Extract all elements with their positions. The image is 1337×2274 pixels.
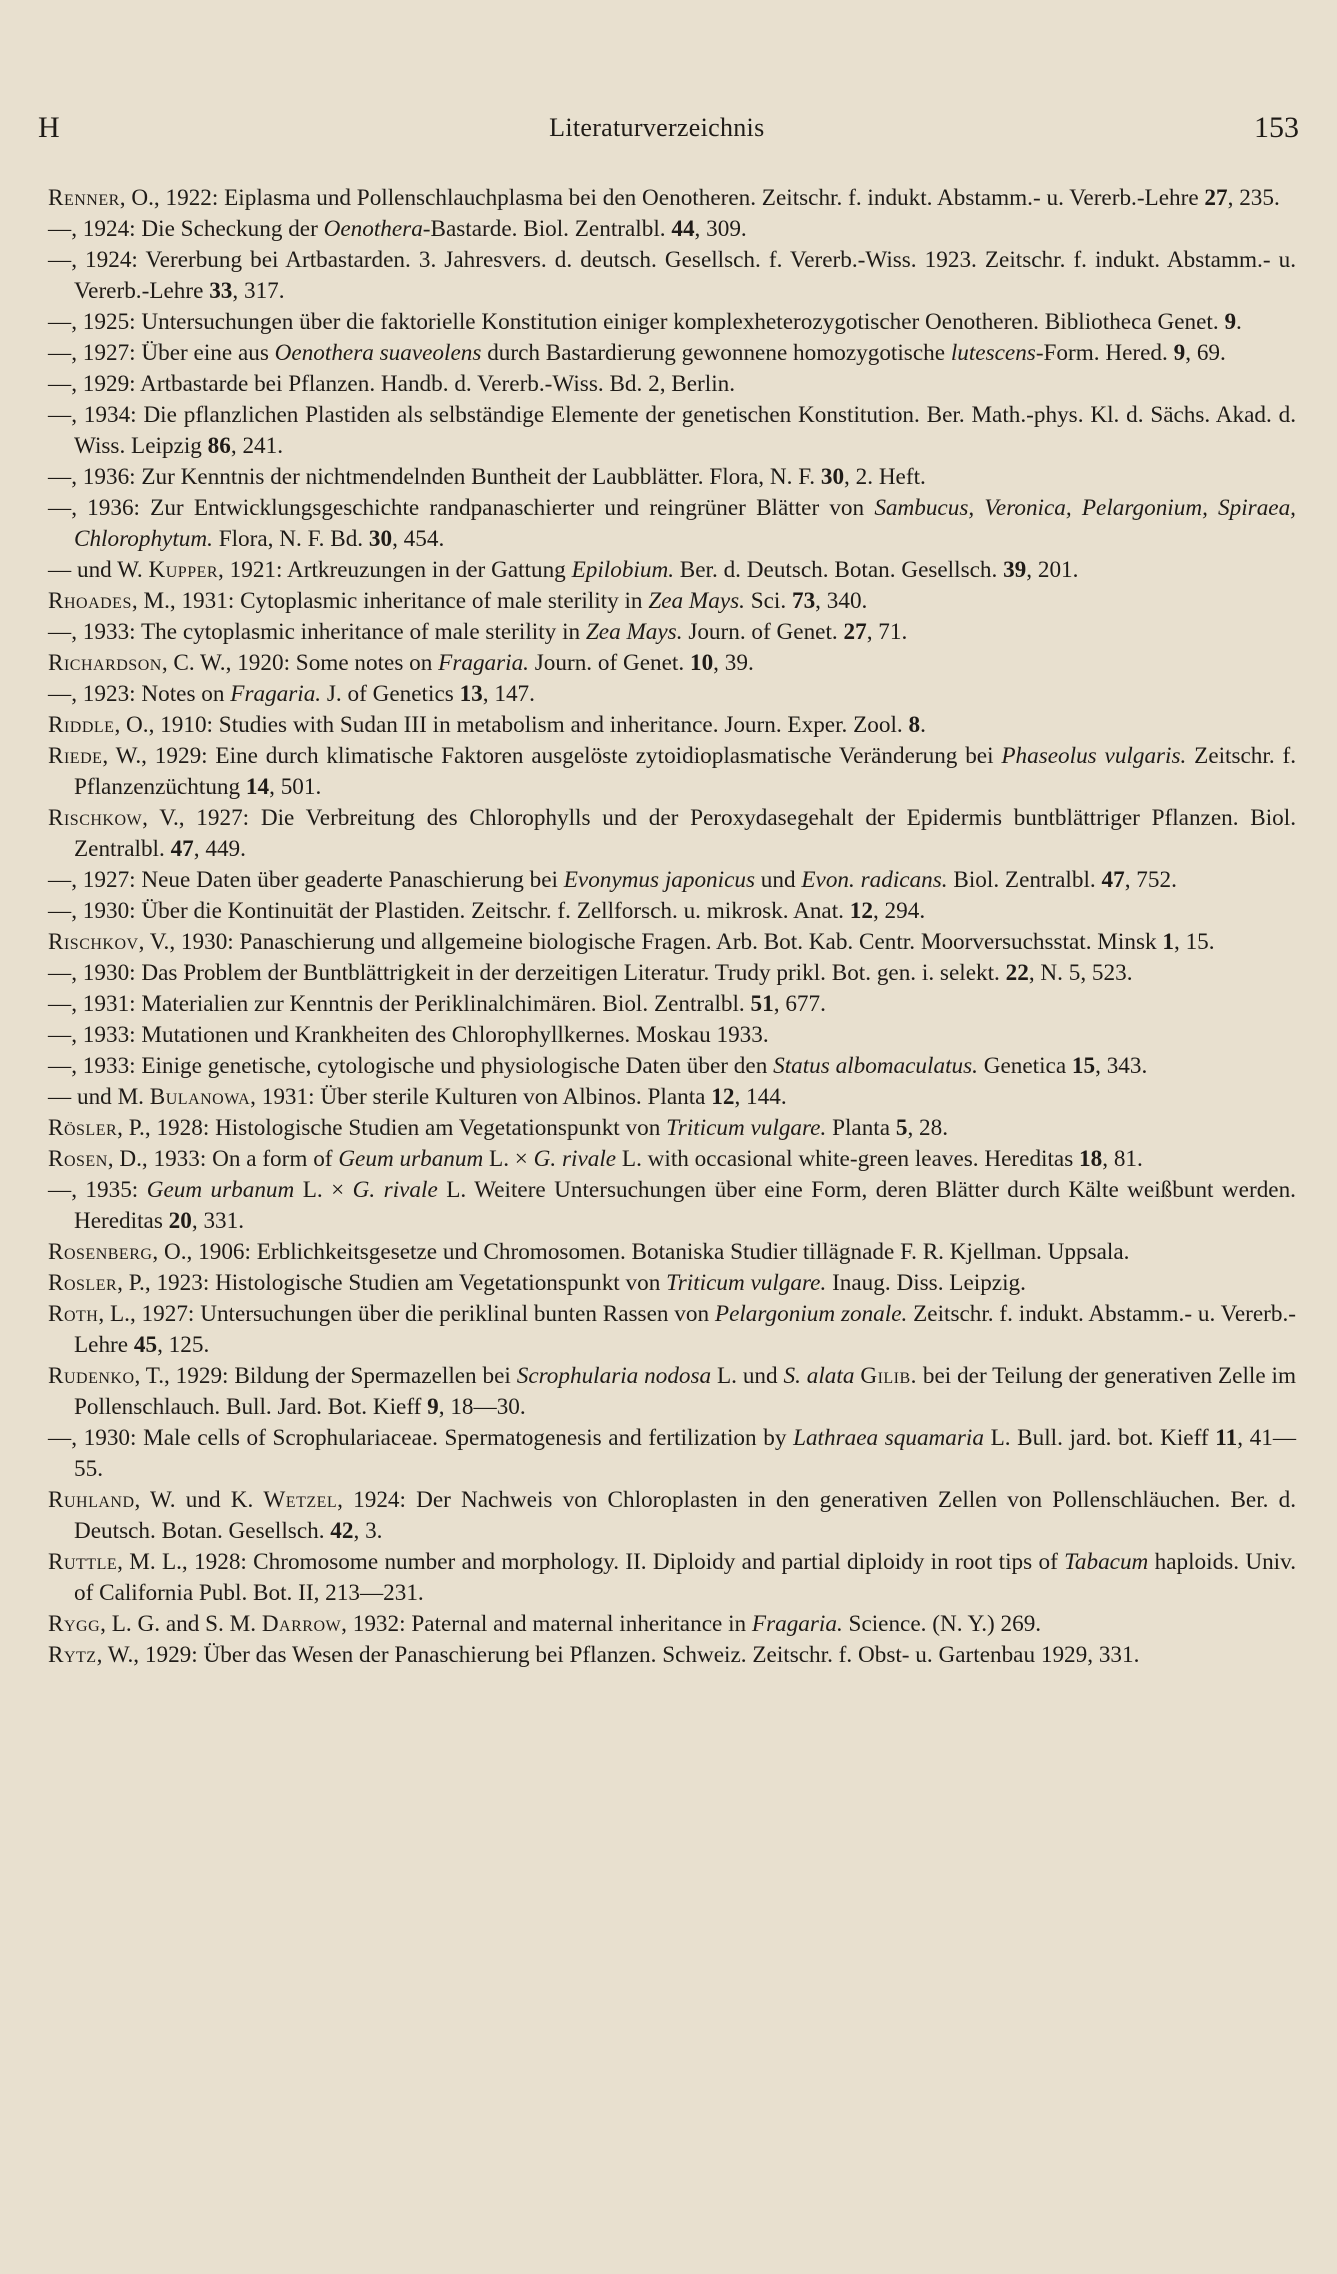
taxon-name: Status albomaculatus. <box>773 1053 978 1079</box>
author-name: Roth <box>48 1301 99 1327</box>
reference-entry <box>48 1609 1296 1640</box>
volume-number: 45 <box>133 1332 158 1358</box>
reference-text: durch Bastardierung gewonnene homozygotische <box>481 340 951 366</box>
reference-text: L. × <box>483 1146 534 1172</box>
taxon-name: Sambucus, Veronica, Pelargonium, Spiraea, Chlorophytum. <box>74 495 1296 552</box>
volume-number: 47 <box>170 836 194 862</box>
taxon-name: Fragaria. <box>751 1611 843 1637</box>
reference-text: Sci. <box>744 588 792 614</box>
reference-text: , 294. <box>872 898 926 924</box>
author-name: Rosler <box>48 1270 118 1296</box>
reference-text: , 39. <box>713 650 754 676</box>
reference-text: Ber. d. Deutsch. Botan. Gesellsch. <box>674 557 1004 583</box>
taxon-name: Pelargonium zonale. <box>714 1301 908 1327</box>
volume-number: 12 <box>711 1084 735 1110</box>
reference-entry <box>48 865 1296 896</box>
taxon-name: Zea Mays. <box>585 619 683 645</box>
author-name: Rischkov <box>48 929 139 955</box>
reference-text: Flora, N. F. Bd. <box>212 526 369 552</box>
reference-text: , V., 1930: Panaschierung und allgemeine biologische Fragen. Arb. Bot. Kab. Centr. Moorversuchsstat. Minsk <box>138 929 1163 955</box>
reference-text: Journ. of Genet. <box>528 650 690 676</box>
reference-text: , 2. Heft. <box>844 464 926 490</box>
author-name: Darrow <box>261 1611 342 1637</box>
reference-entry <box>48 307 1296 338</box>
reference-text: —, 1927: Neue Daten über geaderte Panaschierung bei <box>48 867 564 893</box>
reference-text: , 1921: Artkreuzungen in der Gattung <box>218 557 572 583</box>
reference-text: —, 1933: The cytoplasmic inheritance of male sterility in <box>48 619 586 645</box>
volume-number: 9 <box>1173 340 1186 366</box>
reference-text: , 147. <box>482 681 535 707</box>
reference-text: , 340. <box>815 588 868 614</box>
taxon-name: Triticum vulgare. <box>666 1115 827 1141</box>
volume-number: 20 <box>168 1208 192 1234</box>
reference-entry <box>48 648 1296 679</box>
author-name: Rygg <box>48 1611 101 1637</box>
volume-number: 15 <box>1071 1053 1096 1079</box>
reference-list <box>48 183 1296 1671</box>
reference-text: —, 1930: Über die Kontinuität der Plastiden. Zeitschr. f. Zellforsch. u. mikrosk. Anat. <box>48 898 850 924</box>
reference-text: , 15. <box>1173 929 1215 955</box>
reference-text: -Form. Hered. <box>1035 340 1174 366</box>
reference-text: , 41—55. <box>74 1425 1296 1482</box>
reference-text: , D., 1933: On a form of <box>107 1146 339 1172</box>
reference-text: —, 1934: Die pflanzlichen Plastiden als selbständige Elemente der genetischen Konstitution. Ber. Math.-phys. Kl. d. Sächs. Akad. d. Wiss. Leipzig <box>48 402 1296 459</box>
taxon-name: Epilobium. <box>571 557 674 583</box>
reference-entry <box>48 1082 1296 1113</box>
reference-text: , L., 1927: Untersuchungen über die periklinal bunten Rassen von <box>98 1301 715 1327</box>
reference-text: , 317. <box>232 278 285 304</box>
volume-number: 44 <box>671 216 695 242</box>
reference-entry <box>48 462 1296 493</box>
author-name: Rösler <box>48 1115 118 1141</box>
taxon-name: Fragaria. <box>438 650 529 676</box>
volume-number: 9 <box>427 1394 439 1420</box>
taxon-name: Geum urbanum <box>146 1177 295 1203</box>
reference-text: Genetica <box>977 1053 1072 1079</box>
volume-number: 1 <box>1162 929 1174 955</box>
reference-text: , 235. <box>1227 185 1280 211</box>
reference-text: J. of Genetics <box>321 681 460 707</box>
author-name: Rischkow <box>48 805 143 831</box>
taxon-name: Triticum vulgare. <box>666 1270 827 1296</box>
reference-text: , 144. <box>734 1084 787 1110</box>
reference-entry <box>48 989 1296 1020</box>
volume-number: 30 <box>820 464 845 490</box>
taxon-name: Fragaria. <box>230 681 322 707</box>
taxon-name: Geum urbanum <box>338 1146 484 1172</box>
reference-text: . <box>920 712 926 738</box>
reference-text: —, 1930: Das Problem der Buntblättrigkeit in der derzeitigen Literatur. Trudy prikl. Bot. gen. i. selekt. <box>48 960 1006 986</box>
reference-text: , N. 5, 523. <box>1028 960 1133 986</box>
reference-text: L. × <box>294 1177 353 1203</box>
volume-number: 22 <box>1005 960 1029 986</box>
volume-number: 18 <box>1079 1146 1103 1172</box>
reference-text: , W. und K. <box>134 1487 264 1513</box>
reference-text: , 3. <box>353 1518 383 1544</box>
reference-text: , 677. <box>773 991 826 1017</box>
reference-text: Zeitschr. f. Pflanzenzüchtung <box>74 743 1296 800</box>
reference-entry <box>48 493 1296 555</box>
reference-text: , O., 1906: Erblichkeitsgesetze und Chromosomen. Botaniska Studier tillägnade F. R. Kjellman. Uppsala. <box>152 1239 1130 1265</box>
reference-text: —, 1927: Über eine aus <box>48 340 275 366</box>
reference-text: , 18—30. <box>438 1394 526 1420</box>
volume-number: 14 <box>245 774 270 800</box>
reference-entry <box>48 1423 1296 1485</box>
reference-text: , 1924: Der Nachweis von Chloroplasten in den generativen Zellen von Pollenschläuchen. Ber. d. Deutsch. Botan. Gesellsch. <box>74 1487 1296 1544</box>
reference-text: und <box>755 867 802 893</box>
running-title: Literaturverzeichnis <box>549 113 765 142</box>
volume-number: 30 <box>368 526 393 552</box>
reference-text: Journ. of Genet. <box>682 619 844 645</box>
reference-text: —, 1935: <box>48 1177 147 1203</box>
reference-text: L. Bull. jard. bot. Kieff <box>983 1425 1216 1451</box>
reference-entry <box>48 369 1296 400</box>
taxon-name: Phaseolus vulgaris. <box>1001 743 1187 769</box>
reference-entry <box>48 803 1296 865</box>
author-name: Wetzel <box>263 1487 338 1513</box>
reference-entry <box>48 1113 1296 1144</box>
reference-entry <box>48 1144 1296 1175</box>
reference-entry <box>48 710 1296 741</box>
reference-text: -Bastarde. Biol. Zentralbl. <box>422 216 672 242</box>
volume-number: 27 <box>1204 185 1228 211</box>
reference-text: —, 1936: Zur Kenntnis der nichtmendelnden Buntheit der Laubblätter. Flora, N. F. <box>48 464 821 490</box>
taxon-name: Evonymus japonicus <box>563 867 755 893</box>
reference-entry <box>48 1640 1296 1671</box>
taxon-name: Scrophularia nodosa <box>516 1363 712 1389</box>
volume-number: 86 <box>207 433 231 459</box>
reference-text: — und M. <box>48 1084 150 1110</box>
reference-entry <box>48 214 1296 245</box>
reference-text: , P., 1923: Histologische Studien am Vegetationspunkt von <box>117 1270 667 1296</box>
reference-text: , 241. <box>230 433 284 459</box>
reference-text: , 81. <box>1102 1146 1143 1172</box>
reference-text: —, 1933: Mutationen und Krankheiten des Chlorophyllkernes. Moskau 1933. <box>48 1022 769 1048</box>
reference-text: L. und <box>711 1363 784 1389</box>
taxon-name: Lathraea squamaria <box>793 1425 984 1451</box>
author-name: Gilib. <box>860 1363 917 1389</box>
reference-text: haploids. Univ. of California Publ. Bot. II, 213—231. <box>74 1549 1296 1606</box>
author-name: Rhoades <box>48 588 132 614</box>
reference-text: , 343. <box>1095 1053 1148 1079</box>
reference-text: , 449. <box>193 836 246 862</box>
reference-text: — und W. <box>48 557 149 583</box>
taxon-name: Tabacum <box>1064 1549 1149 1575</box>
reference-text: L. Weitere Untersuchungen über eine Form, deren Blätter durch Kälte weißbunt werden. Hereditas <box>74 1177 1296 1234</box>
reference-text: Inaug. Diss. Leipzig. <box>826 1270 1026 1296</box>
reference-text: , 69. <box>1185 340 1226 366</box>
author-name: Rosen <box>48 1146 108 1172</box>
taxon-name: Zea Mays. <box>648 588 745 614</box>
volume-number: 39 <box>1003 557 1027 583</box>
reference-text: , 1932: Paternal and maternal inheritance in <box>341 1611 752 1637</box>
taxon-name: G. rivale <box>352 1177 438 1203</box>
reference-text: . <box>1236 309 1242 335</box>
volume-number: 33 <box>209 278 233 304</box>
volume-number: 27 <box>843 619 867 645</box>
reference-entry <box>48 679 1296 710</box>
taxon-name: G. rivale <box>533 1146 617 1172</box>
reference-text: , 309. <box>694 216 747 242</box>
author-name: Ruhland <box>48 1487 135 1513</box>
reference-text: , C. W., 1920: Some notes on <box>161 650 439 676</box>
volume-number: 5 <box>895 1115 908 1141</box>
reference-text: , 125. <box>157 1332 210 1358</box>
reference-text: , M., 1931: Cytoplasmic inheritance of male sterility in <box>131 588 649 614</box>
reference-text: , O., 1910: Studies with Sudan III in metabolism and inheritance. Journ. Exper. Zool. <box>114 712 909 738</box>
volume-number: 9 <box>1224 309 1237 335</box>
reference-entry <box>48 927 1296 958</box>
author-name: Riede <box>48 743 103 769</box>
reference-text: , L. G. and S. M. <box>100 1611 262 1637</box>
reference-entry <box>48 896 1296 927</box>
reference-text: —, 1923: Notes on <box>48 681 231 707</box>
reference-entry <box>48 245 1296 307</box>
reference-text: , 501. <box>269 774 322 800</box>
author-name: Bulanowa <box>149 1084 251 1110</box>
volume-number: 11 <box>1215 1425 1238 1451</box>
reference-entry <box>48 183 1296 214</box>
reference-text: Biol. Zentralbl. <box>947 867 1102 893</box>
reference-text: —, 1924: Vererbung bei Artbastarden. 3. Jahresvers. d. deutsch. Gesellsch. f. Vererb.-Wiss. 1923. Zeitschr. f. indukt. Abstamm.- u. Vererb.-Lehre <box>48 247 1296 304</box>
volume-number: 13 <box>459 681 483 707</box>
reference-entry <box>48 1299 1296 1361</box>
reference-entry <box>48 617 1296 648</box>
reference-text: , 71. <box>866 619 908 645</box>
author-name: Richardson <box>48 650 162 676</box>
author-name: Ruttle <box>48 1549 118 1575</box>
reference-text: , P., 1928: Histologische Studien am Vegetationspunkt von <box>117 1115 667 1141</box>
reference-text: , M. L., 1928: Chromosome number and morphology. II. Diploidy and partial diploidy in root tips of <box>117 1549 1065 1575</box>
taxon-name: Evon. radicans. <box>801 867 948 893</box>
author-name: Rosenberg <box>48 1239 153 1265</box>
reference-text: , W., 1929: Eine durch klimatische Faktoren ausgelöste zytoidioplasmatische Veränderung bei <box>102 743 1002 769</box>
volume-number: 12 <box>849 898 873 924</box>
volume-number: 51 <box>750 991 774 1017</box>
reference-entry <box>48 400 1296 462</box>
author-name: Riddle <box>48 712 115 738</box>
reference-text: L. with occasional white-green leaves. Hereditas <box>616 1146 1080 1172</box>
taxon-name: S. alata <box>783 1363 855 1389</box>
reference-text: —, 1924: Die Scheckung der <box>48 216 324 242</box>
reference-text: —, 1936: Zur Entwicklungsgeschichte randpanaschierter und reingrüner Blätter von <box>48 495 875 521</box>
taxon-name: Oenothera <box>323 216 423 242</box>
reference-text: —, 1933: Einige genetische, cytologische und physiologische Daten über den <box>48 1053 774 1079</box>
reference-entry <box>48 741 1296 803</box>
reference-text: , 752. <box>1124 867 1177 893</box>
reference-entry <box>48 1268 1296 1299</box>
author-name: Renner <box>48 185 120 211</box>
reference-entry <box>48 1361 1296 1423</box>
section-letter: H <box>38 111 60 144</box>
reference-entry <box>48 586 1296 617</box>
reference-entry <box>48 1485 1296 1547</box>
volume-number: 47 <box>1101 867 1125 893</box>
reference-entry <box>48 555 1296 586</box>
reference-text: Science. (N. Y.) 269. <box>842 1611 1042 1637</box>
reference-text: , 454. <box>392 526 445 552</box>
taxon-name: Oenothera suaveolens <box>274 340 482 366</box>
reference-text: —, 1925: Untersuchungen über die faktorielle Konstitution einiger komplexheterozygotischer Oenotheren. Bibliotheca Genet. <box>48 309 1225 335</box>
reference-text: , 201. <box>1026 557 1079 583</box>
reference-entry <box>48 1051 1296 1082</box>
reference-entry <box>48 1175 1296 1237</box>
reference-text: , T., 1929: Bildung der Spermazellen bei <box>134 1363 517 1389</box>
reference-entry <box>48 958 1296 989</box>
reference-text: Zeitschr. f. indukt. Abstamm.- u. Vererb.-Lehre <box>74 1301 1296 1358</box>
reference-text: , V., 1927: Die Verbreitung des Chlorophylls und der Peroxydasegehalt der Epidermis buntblättriger Pflanzen. Biol. Zentralbl. <box>74 805 1296 862</box>
volume-number: 73 <box>791 588 816 614</box>
reference-entry <box>48 1020 1296 1051</box>
page-number: 153 <box>1253 111 1299 144</box>
volume-number: 10 <box>689 650 714 676</box>
author-name: Rytz <box>48 1642 97 1668</box>
author-name: Kupper <box>148 557 219 583</box>
volume-number: 8 <box>908 712 921 738</box>
reference-text: Planta <box>826 1115 896 1141</box>
reference-text: , 331. <box>191 1208 245 1234</box>
taxon-name: lutescens <box>950 340 1036 366</box>
reference-text: , W., 1929: Über das Wesen der Panaschierung bei Pflanzen. Schweiz. Zeitschr. f. Obst- u. Gartenbau 1929, 331. <box>96 1642 1140 1668</box>
reference-text: , O., 1922: Eiplasma und Pollenschlauchplasma bei den Oenotheren. Zeitschr. f. indukt. Abstamm.- u. Vererb.-Lehre <box>119 185 1205 211</box>
reference-text: —, 1931: Materialien zur Kenntnis der Periklinalchimären. Biol. Zentralbl. <box>48 991 751 1017</box>
reference-entry <box>48 338 1296 369</box>
reference-entry <box>48 1547 1296 1609</box>
volume-number: 42 <box>330 1518 354 1544</box>
reference-text: , 1931: Über sterile Kulturen von Albinos. Planta <box>250 1084 712 1110</box>
running-header <box>38 108 1299 148</box>
reference-text: , 28. <box>907 1115 949 1141</box>
reference-text: bei der Teilung der generativen Zelle im Pollenschlauch. Bull. Jard. Bot. Kieff <box>74 1363 1297 1420</box>
author-name: Rudenko <box>48 1363 135 1389</box>
reference-text: —, 1930: Male cells of Scrophulariaceae. Spermatogenesis and fertilization by <box>48 1425 794 1451</box>
reference-entry <box>48 1237 1296 1268</box>
reference-text: —, 1929: Artbastarde bei Pflanzen. Handb. d. Vererb.-Wiss. Bd. 2, Berlin. <box>48 371 736 397</box>
